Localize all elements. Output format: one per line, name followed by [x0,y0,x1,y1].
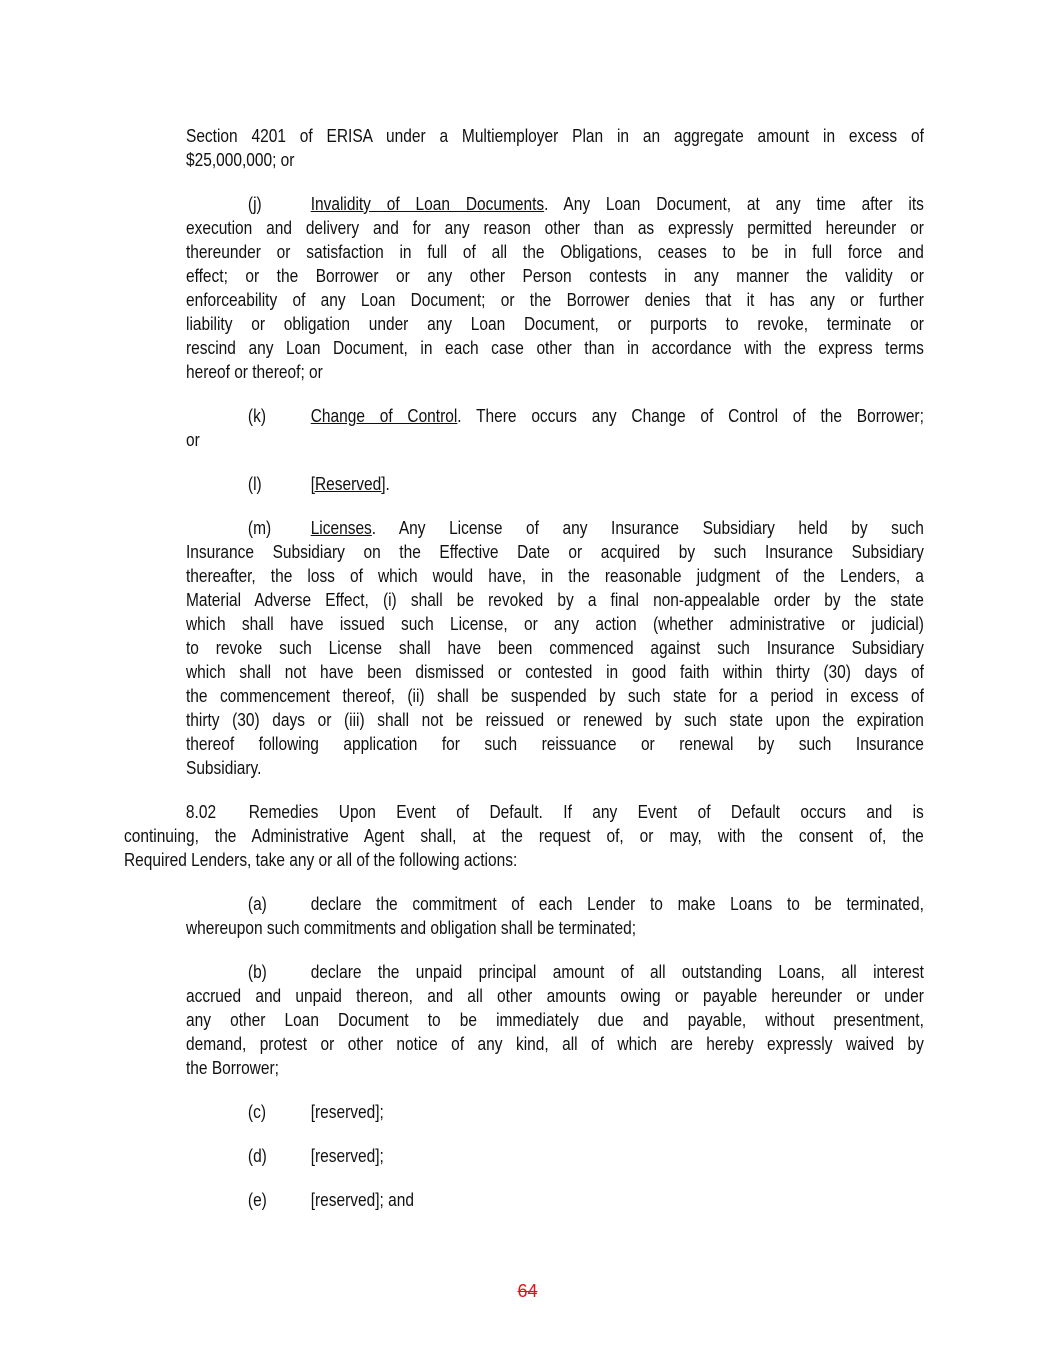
paragraph [0,516,1055,780]
text-line: whereupon such commitments and obligation shall be terminated; [186,918,637,938]
paragraph-first-line [186,192,924,216]
text-line: Material Adverse Effect, (i) shall be revoked by a final non-appealable order by the state [186,590,924,610]
paragraph [0,892,1055,940]
paragraph-first-line [186,516,924,540]
clause-marker: (b) [247,962,267,982]
text-line: thereunder or satisfaction in full of all the Obligations, ceases to be in full force and [186,242,924,262]
text-line: continuing, the Administrative Agent shall, at the request of, or may, with the consent of, the [124,826,924,846]
text-line: which shall not have been dismissed or contested in good faith within thirty (30) days of [186,662,924,682]
clause-marker: (j) [247,194,262,214]
paragraph-first-line [124,800,924,824]
paragraph [0,960,1055,1080]
text-line: execution and delivery and for any reason other than as expressly permitted hereunder or [186,218,924,238]
clause-text: . Any Loan Document, at any time after its [544,194,924,214]
text-line: to revoke such License shall have been commenced against such Insurance Subsidiary [186,638,924,658]
clause-marker: (d) [247,1146,267,1166]
text-line: $25,000,000; or [186,150,295,170]
clause-heading: Invalidity of Loan Documents [310,194,545,214]
page-number: 64 [517,1281,538,1301]
paragraph [0,124,1055,172]
text-line: or [186,430,200,450]
paragraph-first-line [186,1144,924,1168]
text-line: effect; or the Borrower or any other Person contests in any manner the validity or [186,266,924,286]
clause-text: [reserved]; and [310,1190,414,1210]
clause-marker: 8.02 [185,802,217,822]
text-line: Section 4201 of ERISA under a Multiemployer Plan in an aggregate amount in excess of [186,126,924,146]
clause-text: declare the commitment of each Lender to make Loans to be terminated, [310,894,924,914]
paragraph [0,800,1055,872]
clause-heading: Licenses [310,518,372,538]
paragraph [0,192,1055,384]
text-line: thereof following application for such reissuance or renewal by such Insurance [186,734,924,754]
paragraph-first-line [186,472,924,496]
clause-text: [reserved]; [310,1102,384,1122]
text-line: thereafter, the loss of which would have, in the reasonable judgment of the Lenders, a [186,566,924,586]
clause-marker: (m) [247,518,272,538]
text-line: demand, protest or other notice of any kind, all of which are hereby expressly waived by [186,1034,924,1054]
clause-text: . There occurs any Change of Control of the Borrower; [457,406,924,426]
paragraph [0,1100,1055,1124]
paragraph [0,404,1055,452]
clause-heading: [Reserved] [310,474,386,494]
document-page-body [0,124,1055,1232]
text-line: liability or obligation under any Loan Document, or purports to revoke, terminate or [186,314,924,334]
paragraph-first-line [186,1188,924,1212]
text-line: Subsidiary. [186,758,262,778]
clause-heading: Remedies Upon Event of Default [248,802,539,822]
clause-heading: Change of Control [310,406,458,426]
clause-text: . [385,474,390,494]
clause-text: [reserved]; [310,1146,384,1166]
text-line: accrued and unpaid thereon, and all other amounts owing or payable hereunder or under [186,986,924,1006]
clause-marker: (a) [247,894,267,914]
paragraph-first-line [186,892,924,916]
paragraph [0,1188,1055,1212]
text-line: any other Loan Document to be immediately due and payable, without presentment, [186,1010,924,1030]
text-line: Required Lenders, take any or all of the following actions: [124,850,518,870]
clause-text: declare the unpaid principal amount of all outstanding Loans, all interest [310,962,924,982]
text-line: hereof or thereof; or [186,362,323,382]
text-line: rescind any Loan Document, in each case other than in accordance with the express terms [186,338,924,358]
paragraph [0,472,1055,496]
text-line: the commencement thereof, (ii) shall be suspended by such state for a period in excess of [186,686,924,706]
paragraph-first-line [186,1100,924,1124]
clause-marker: (k) [247,406,266,426]
clause-marker: (l) [247,474,262,494]
text-line: thirty (30) days or (iii) shall not be reissued or renewed by such state upon the expiration [186,710,924,730]
text-line: enforceability of any Loan Document; or the Borrower denies that it has any or further [186,290,924,310]
paragraph-first-line [186,960,924,984]
clause-marker: (c) [247,1102,266,1122]
text-line: which shall have issued such License, or any action (whether administrative or judicial) [186,614,924,634]
paragraph [0,1144,1055,1168]
text-line: the Borrower; [186,1058,279,1078]
paragraph-first-line [186,404,924,428]
clause-text: . Any License of any Insurance Subsidiary held by such [371,518,924,538]
clause-text: . If any Event of Default occurs and is [538,802,924,822]
text-line: Insurance Subsidiary on the Effective Date or acquired by such Insurance Subsidiary [186,542,924,562]
clause-marker: (e) [247,1190,267,1210]
